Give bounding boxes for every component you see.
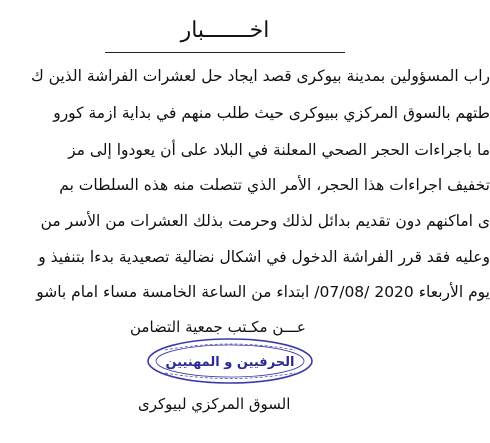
body-line-1: راب المسؤولين بمدينة بيوكرى قصد ايجاد حل لعشرات الفراشة الذين ك — [30, 67, 490, 85]
body-line-2: طتهم بالسوق المركزي ببيوكرى حيث طلب منهم في بداية ازمة كورو — [53, 104, 490, 122]
body-line-3: ما باجراءات الحجر الصحي المعلنة في البلاد على أن يعودوا إلى مز — [68, 141, 490, 159]
body-line-5: ى اماكنهم دون تقديم بدائل لذلك وحرمت بذلك العشرات من الأسر من — [40, 212, 490, 230]
stamp-label: الحرفيين و المهنيين — [165, 355, 295, 370]
signature-market: السوق المركزي لبيوكرى — [138, 395, 291, 413]
body-line-7: يوم الأربعاء 2020 /07/08/ ابتداء من الساعة الخامسة مساء امام باشو — [36, 283, 490, 301]
stamp-image — [145, 336, 315, 386]
document-title: اخـــــــبار — [180, 18, 270, 43]
body-line-6: وعليه فقد قرر الفراشة الدخول في اشكال نضالية تصعيدية بدءا بتنفيذ و — [38, 248, 490, 266]
body-line-4: تخفيف اجراءات هذا الحجر، الأمر الذي تتصلت منه هذه السلطات بم — [59, 176, 490, 194]
title-underline — [105, 52, 345, 53]
signature-from: عـــن مكـتب جمعية التضامن — [130, 318, 306, 336]
